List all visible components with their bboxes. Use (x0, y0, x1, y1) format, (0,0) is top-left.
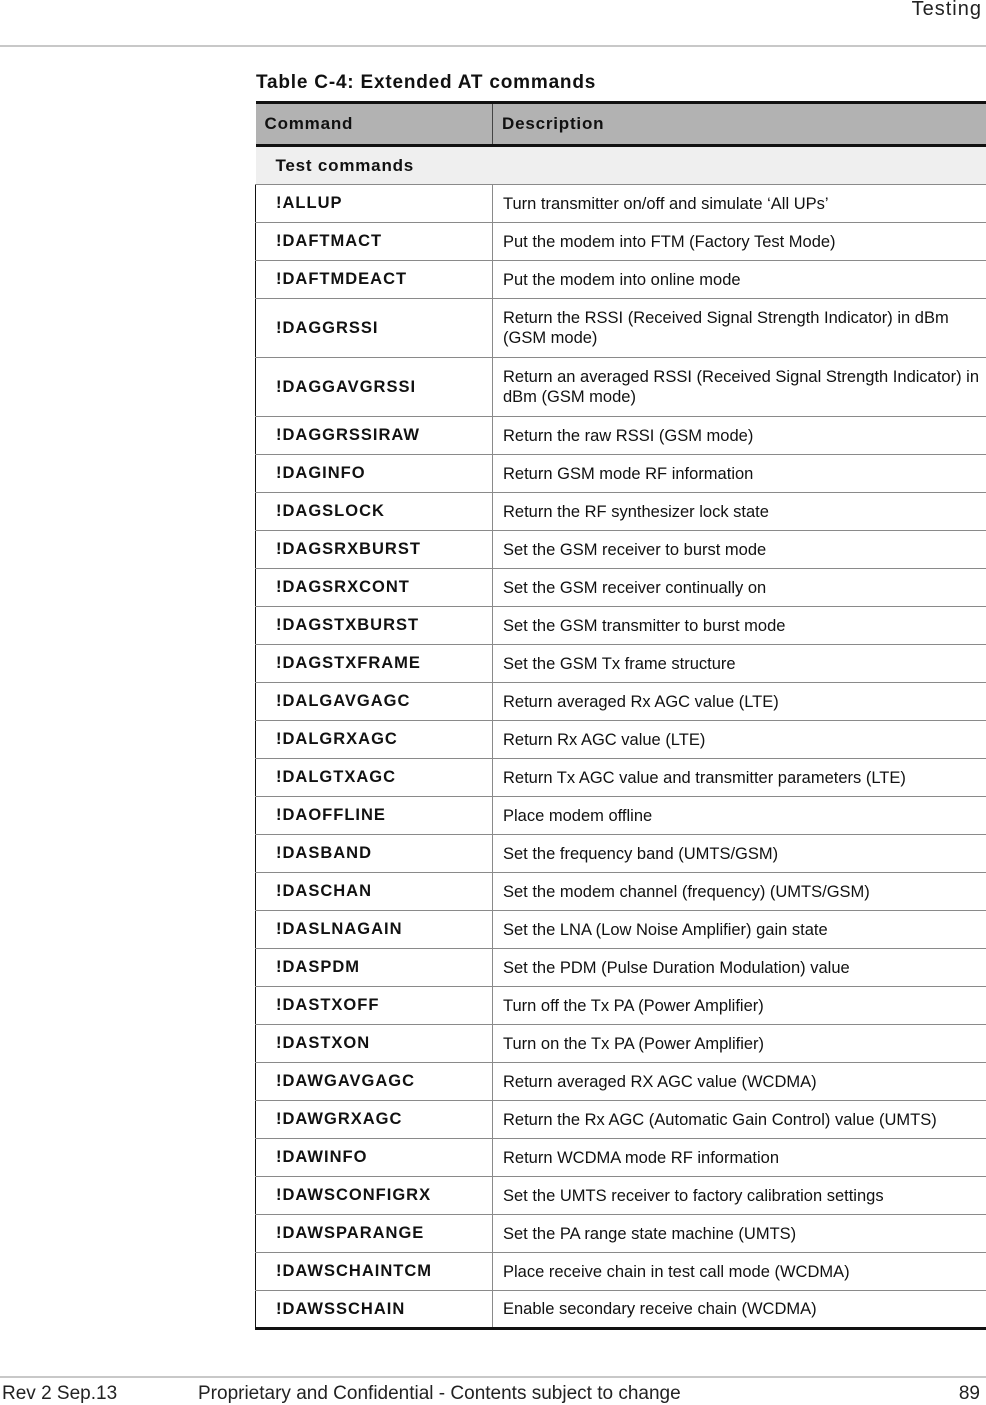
description-cell: Set the GSM receiver to burst mode (493, 531, 986, 569)
table-row (256, 873, 986, 911)
table-row (256, 949, 986, 987)
command-cell: !DASPDM (256, 949, 493, 987)
table-row (256, 759, 986, 797)
command-cell: !DASTXOFF (256, 987, 493, 1025)
command-cell: !DAOFFLINE (256, 797, 493, 835)
description-cell: Return the raw RSSI (GSM mode) (493, 417, 986, 455)
table-row (256, 185, 986, 223)
command-cell: !DALGRXAGC (256, 721, 493, 759)
description-cell: Return Tx AGC value and transmitter parameters (LTE) (493, 759, 986, 797)
command-cell: !DAGGRSSIRAW (256, 417, 493, 455)
command-cell: !DAWSPARANGE (256, 1215, 493, 1253)
command-cell: !DASCHAN (256, 873, 493, 911)
table-row (256, 1253, 986, 1291)
table-row (256, 1291, 986, 1329)
command-cell: !DAWSSCHAIN (256, 1291, 493, 1329)
description-cell: Return an averaged RSSI (Received Signal Strength Indicator) in dBm (GSM mode) (493, 358, 986, 417)
group-row (256, 146, 986, 185)
command-cell: !ALLUP (256, 185, 493, 223)
description-cell: Put the modem into FTM (Factory Test Mode) (493, 223, 986, 261)
footer-notice: Proprietary and Confidential - Contents subject to change (198, 1383, 681, 1404)
table-row (256, 1101, 986, 1139)
description-cell: Return Rx AGC value (LTE) (493, 721, 986, 759)
table-row (256, 721, 986, 759)
command-cell: !DASBAND (256, 835, 493, 873)
command-cell: !DAWSCONFIGRX (256, 1177, 493, 1215)
command-cell: !DAGINFO (256, 455, 493, 493)
command-cell: !DASLNAGAIN (256, 911, 493, 949)
command-cell: !DAGSLOCK (256, 493, 493, 531)
command-cell: !DAWINFO (256, 1139, 493, 1177)
table-row (256, 223, 986, 261)
table-caption: Table C-4: Extended AT commands (256, 72, 597, 93)
table-row (256, 531, 986, 569)
description-cell: Return the RF synthesizer lock state (493, 493, 986, 531)
table-row (256, 261, 986, 299)
description-cell: Set the UMTS receiver to factory calibration settings (493, 1177, 986, 1215)
description-cell: Place modem offline (493, 797, 986, 835)
description-cell: Enable secondary receive chain (WCDMA) (493, 1291, 986, 1329)
table-row (256, 911, 986, 949)
description-cell: Set the PDM (Pulse Duration Modulation) value (493, 949, 986, 987)
description-cell: Return WCDMA mode RF information (493, 1139, 986, 1177)
description-cell: Turn on the Tx PA (Power Amplifier) (493, 1025, 986, 1063)
command-cell: !DAGSTXFRAME (256, 645, 493, 683)
description-cell: Return the RSSI (Received Signal Strength Indicator) in dBm (GSM mode) (493, 299, 986, 358)
table-row (256, 683, 986, 721)
command-cell: !DALGAVGAGC (256, 683, 493, 721)
table-row (256, 607, 986, 645)
table-row (256, 1025, 986, 1063)
command-cell: !DAFTMACT (256, 223, 493, 261)
table-row (256, 299, 986, 358)
description-cell: Turn transmitter on/off and simulate ‘All UPs’ (493, 185, 986, 223)
command-cell: !DAGGAVGRSSI (256, 358, 493, 417)
table-row (256, 797, 986, 835)
table-row (256, 645, 986, 683)
description-cell: Return averaged Rx AGC value (LTE) (493, 683, 986, 721)
description-cell: Turn off the Tx PA (Power Amplifier) (493, 987, 986, 1025)
command-cell: !DAWGRXAGC (256, 1101, 493, 1139)
description-cell: Put the modem into online mode (493, 261, 986, 299)
table-header-row (256, 103, 986, 146)
description-cell: Set the GSM transmitter to burst mode (493, 607, 986, 645)
table-row (256, 1177, 986, 1215)
command-cell: !DAFTMDEACT (256, 261, 493, 299)
command-cell: !DALGTXAGC (256, 759, 493, 797)
description-cell: Return the Rx AGC (Automatic Gain Control) value (UMTS) (493, 1101, 986, 1139)
description-cell: Set the frequency band (UMTS/GSM) (493, 835, 986, 873)
description-cell: Set the PA range state machine (UMTS) (493, 1215, 986, 1253)
command-cell: !DAGSTXBURST (256, 607, 493, 645)
description-cell: Return GSM mode RF information (493, 455, 986, 493)
table-row (256, 493, 986, 531)
description-cell: Set the GSM Tx frame structure (493, 645, 986, 683)
description-cell: Set the GSM receiver continually on (493, 569, 986, 607)
command-cell: !DAGSRXCONT (256, 569, 493, 607)
column-header-command: Command (256, 103, 493, 146)
table-row (256, 1215, 986, 1253)
footer-divider (0, 1376, 986, 1378)
command-cell: !DASTXON (256, 1025, 493, 1063)
table-row (256, 987, 986, 1025)
description-cell: Return averaged RX AGC value (WCDMA) (493, 1063, 986, 1101)
description-cell: Place receive chain in test call mode (WCDMA) (493, 1253, 986, 1291)
table-row (256, 417, 986, 455)
group-label: Test commands (256, 146, 986, 185)
description-cell: Set the modem channel (frequency) (UMTS/GSM) (493, 873, 986, 911)
table-row (256, 835, 986, 873)
table-row (256, 1063, 986, 1101)
table-row (256, 569, 986, 607)
table-row (256, 358, 986, 417)
table-row (256, 455, 986, 493)
column-header-description: Description (493, 103, 986, 146)
command-cell: !DAGSRXBURST (256, 531, 493, 569)
running-head: Testing (911, 0, 982, 20)
at-commands-table (255, 101, 986, 1330)
footer-page-number: 89 (958, 1383, 980, 1404)
command-cell: !DAWGAVGAGC (256, 1063, 493, 1101)
footer-revision: Rev 2 Sep.13 (2, 1383, 118, 1404)
description-cell: Set the LNA (Low Noise Amplifier) gain state (493, 911, 986, 949)
command-cell: !DAGGRSSI (256, 299, 493, 358)
table-row (256, 1139, 986, 1177)
command-cell: !DAWSCHAINTCM (256, 1253, 493, 1291)
header-divider (0, 45, 986, 47)
